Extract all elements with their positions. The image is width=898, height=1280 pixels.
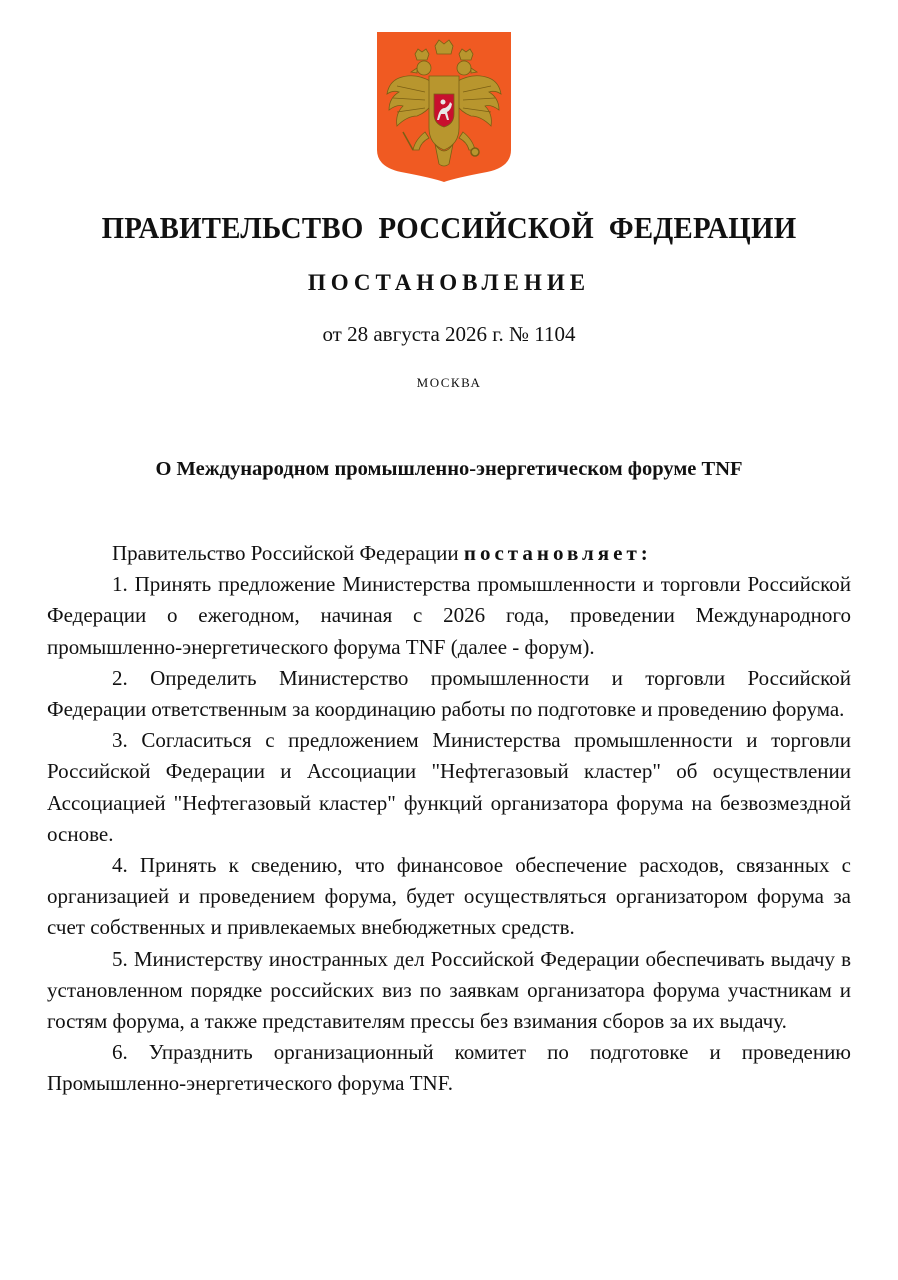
coat-of-arms-icon [377, 32, 511, 182]
paragraph-2: 2. Определить Министерство промышленности и торговли Российской Федерации ответственным за координацию работы по подготовке и проведению форума. [47, 665, 851, 722]
preamble-text: Правительство Российской Федерации [112, 541, 464, 565]
preamble [47, 538, 851, 569]
preamble-verb: постановляет: [463, 541, 652, 565]
paragraph-5: 5. Министерству иностранных дел Российской Федерации обеспечивать выдачу в установленном порядке российских виз по заявкам организатора форума участникам и гостям форума, а также представителям прессы без взимания сборов за их выдачу. [47, 946, 851, 1034]
document-date-number: от 28 августа 2026 г. № 1104 [322, 322, 576, 346]
document-city: МОСКВА [416, 375, 482, 390]
document-subject: О Международном промышленно-энергетическом форуме TNF [155, 458, 743, 480]
government-title: ПРАВИТЕЛЬСТВО РОССИЙСКОЙ ФЕДЕРАЦИИ [101, 210, 797, 245]
paragraph-3: 3. Согласиться с предложением Министерства промышленности и торговли Российской Федерации и Ассоциации "Нефтегазовый кластер" об осуществлении Ассоциацией "Нефтегазовый кластер" функций организатора форума на безвозмездной основе. [47, 728, 851, 846]
document-type: ПОСТАНОВЛЕНИЕ [307, 270, 591, 295]
paragraph-4: 4. Принять к сведению, что финансовое обеспечение расходов, связанных с организацией и проведением форума, будет осуществляться организатором форума за счет собственных и привлекаемых внебюджетных средств. [47, 853, 851, 940]
document-body [47, 538, 851, 1100]
paragraph-1: 1. Принять предложение Министерства промышленности и торговли Российской Федерации о ежегодном, начиная с 2026 года, проведении Международного промышленно-энергетического форума TNF (далее - форум). [47, 572, 851, 659]
paragraph-6: 6. Упразднить организационный комитет по подготовке и проведению Промышленно-энергетического форума TNF. [47, 1040, 851, 1096]
